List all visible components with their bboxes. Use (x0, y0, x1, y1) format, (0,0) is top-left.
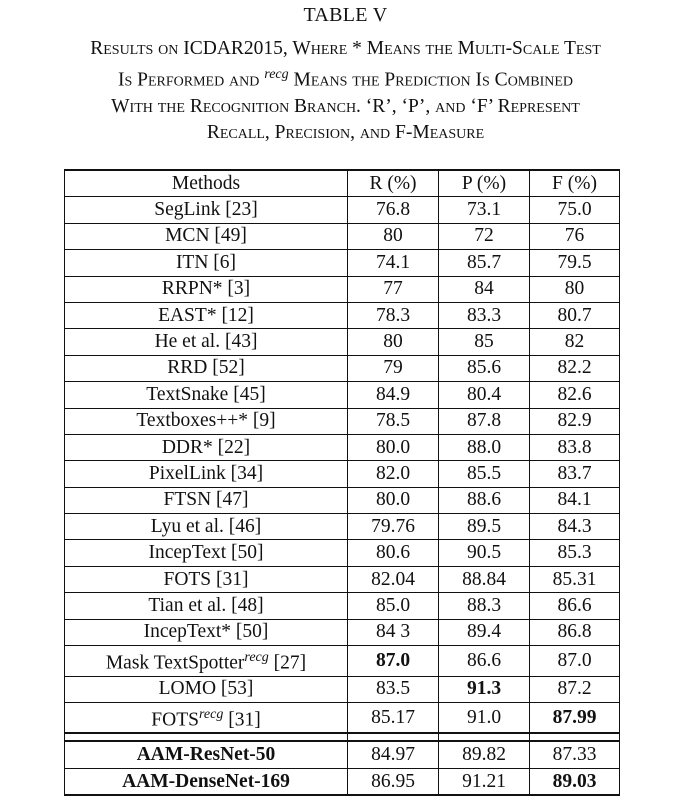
method-cell: LOMO [53] (65, 676, 348, 702)
recall-cell: 85.0 (348, 593, 439, 619)
method-cell: RRPN* [3] (65, 276, 348, 302)
precision-cell: 88.0 (439, 434, 530, 460)
fmeasure-cell: 79.5 (530, 250, 620, 276)
fmeasure-cell: 82.6 (530, 382, 620, 408)
method-cell: TextSnake [45] (65, 382, 348, 408)
recall-cell: 80 (348, 329, 439, 355)
caption-line: With the Recognition Branch. ‘R’, ‘P’, and ‘F’ Represent (111, 96, 580, 118)
caption-line: Recall, Precision, and F-Measure (206, 122, 485, 144)
fmeasure-cell: 82 (530, 329, 620, 355)
fmeasure-cell: 82.9 (530, 408, 620, 434)
header-row (65, 170, 620, 197)
recall-cell: 74.1 (348, 250, 439, 276)
method-cell: AAM-ResNet-50 (65, 741, 348, 768)
fmeasure-cell: 86.8 (530, 619, 620, 645)
recall-cell: 80.6 (348, 540, 439, 566)
recall-cell: 78.5 (348, 408, 439, 434)
recall-cell: 87.0 (348, 646, 439, 677)
method-cell: Mask TextSpotter$^{recg}$ [27] (65, 646, 348, 677)
method-cell: He et al. [43] (65, 329, 348, 355)
recall-cell: 86.95 (348, 768, 439, 795)
table-row (65, 487, 620, 513)
method-cell: Textboxes++* [9] (65, 408, 348, 434)
recall-cell: 77 (348, 276, 439, 302)
precision-cell: 91.0 (439, 702, 530, 733)
table-row (65, 223, 620, 249)
table-row-ours (65, 768, 620, 795)
method-cell: ITN [6] (65, 250, 348, 276)
method-cell: RRD [52] (65, 355, 348, 381)
fmeasure-cell: 84.1 (530, 487, 620, 513)
table-row (65, 676, 620, 702)
method-cell: FTSN [47] (65, 487, 348, 513)
table-row (65, 250, 620, 276)
method-cell: Lyu et al. [46] (65, 514, 348, 540)
fmeasure-cell: 87.0 (530, 646, 620, 677)
table-row (65, 408, 620, 434)
method-cell: EAST* [12] (65, 302, 348, 328)
method-cell: IncepText* [50] (65, 619, 348, 645)
recall-cell: 84 3 (348, 619, 439, 645)
table-row (65, 619, 620, 645)
recall-cell: 79 (348, 355, 439, 381)
precision-cell: 72 (439, 223, 530, 249)
precision-cell: 85.6 (439, 355, 530, 381)
recall-cell: 76.8 (348, 197, 439, 223)
header-fmeasure: F (%) (530, 170, 620, 197)
precision-cell: 91.3 (439, 676, 530, 702)
fmeasure-cell: 87.2 (530, 676, 620, 702)
recall-cell: 84.97 (348, 741, 439, 768)
fmeasure-cell: 83.8 (530, 434, 620, 460)
header-methods: Methods (65, 170, 348, 197)
table-row (65, 276, 620, 302)
precision-cell: 88.84 (439, 566, 530, 592)
method-cell: MCN [49] (65, 223, 348, 249)
fmeasure-cell: 87.33 (530, 741, 620, 768)
table-row (65, 434, 620, 460)
recall-cell: 80 (348, 223, 439, 249)
table-row (65, 461, 620, 487)
precision-cell: 84 (439, 276, 530, 302)
fmeasure-cell: 76 (530, 223, 620, 249)
method-cell: PixelLink [34] (65, 461, 348, 487)
precision-cell: 87.8 (439, 408, 530, 434)
fmeasure-cell: 75.0 (530, 197, 620, 223)
fmeasure-cell: 89.03 (530, 768, 620, 795)
results-table (64, 169, 620, 796)
method-cell: SegLink [23] (65, 197, 348, 223)
table-row (65, 646, 620, 677)
fmeasure-cell: 85.3 (530, 540, 620, 566)
recall-cell: 80.0 (348, 487, 439, 513)
table-row (65, 540, 620, 566)
method-cell: AAM-DenseNet-169 (65, 768, 348, 795)
fmeasure-cell: 80.7 (530, 302, 620, 328)
precision-cell: 73.1 (439, 197, 530, 223)
recall-cell: 78.3 (348, 302, 439, 328)
precision-cell: 85.7 (439, 250, 530, 276)
precision-cell: 88.3 (439, 593, 530, 619)
caption-line: Is Performed and $^{recg}$ Means the Prediction Is Combined (117, 67, 574, 91)
table-row (65, 355, 620, 381)
precision-cell: 89.5 (439, 514, 530, 540)
precision-cell: 91.21 (439, 768, 530, 795)
table-gap (65, 733, 620, 741)
precision-cell: 85.5 (439, 461, 530, 487)
precision-cell: 90.5 (439, 540, 530, 566)
header-recall: R (%) (348, 170, 439, 197)
recall-cell: 82.04 (348, 566, 439, 592)
method-cell: Tian et al. [48] (65, 593, 348, 619)
fmeasure-cell: 82.2 (530, 355, 620, 381)
table-row (65, 329, 620, 355)
method-cell: $FOTS^{recg}$ [31] (65, 702, 348, 733)
method-cell: FOTS [31] (65, 566, 348, 592)
table-row (65, 302, 620, 328)
table-caption (0, 36, 691, 147)
fmeasure-cell: 85.31 (530, 566, 620, 592)
recall-cell: 79.76 (348, 514, 439, 540)
precision-cell: 83.3 (439, 302, 530, 328)
recall-cell: 80.0 (348, 434, 439, 460)
header-precision: P (%) (439, 170, 530, 197)
fmeasure-cell: 87.99 (530, 702, 620, 733)
table-number: TABLE V (303, 4, 388, 26)
fmeasure-cell: 83.7 (530, 461, 620, 487)
recall-cell: 84.9 (348, 382, 439, 408)
recall-cell: 83.5 (348, 676, 439, 702)
method-cell: DDR* [22] (65, 434, 348, 460)
table-row (65, 197, 620, 223)
table-row (65, 514, 620, 540)
fmeasure-cell: 86.6 (530, 593, 620, 619)
recall-cell: 85.17 (348, 702, 439, 733)
precision-cell: 88.6 (439, 487, 530, 513)
table-row (65, 593, 620, 619)
precision-cell: 89.4 (439, 619, 530, 645)
precision-cell: 85 (439, 329, 530, 355)
recall-cell: 82.0 (348, 461, 439, 487)
table-row (65, 382, 620, 408)
table-row-ours (65, 741, 620, 768)
precision-cell: 89.82 (439, 741, 530, 768)
fmeasure-cell: 80 (530, 276, 620, 302)
precision-cell: 86.6 (439, 646, 530, 677)
method-cell: IncepText [50] (65, 540, 348, 566)
table-row (65, 566, 620, 592)
caption-line: Results on ICDAR2015, Where * Means the Multi-Scale Test (90, 38, 601, 59)
fmeasure-cell: 84.3 (530, 514, 620, 540)
precision-cell: 80.4 (439, 382, 530, 408)
table-row (65, 702, 620, 733)
